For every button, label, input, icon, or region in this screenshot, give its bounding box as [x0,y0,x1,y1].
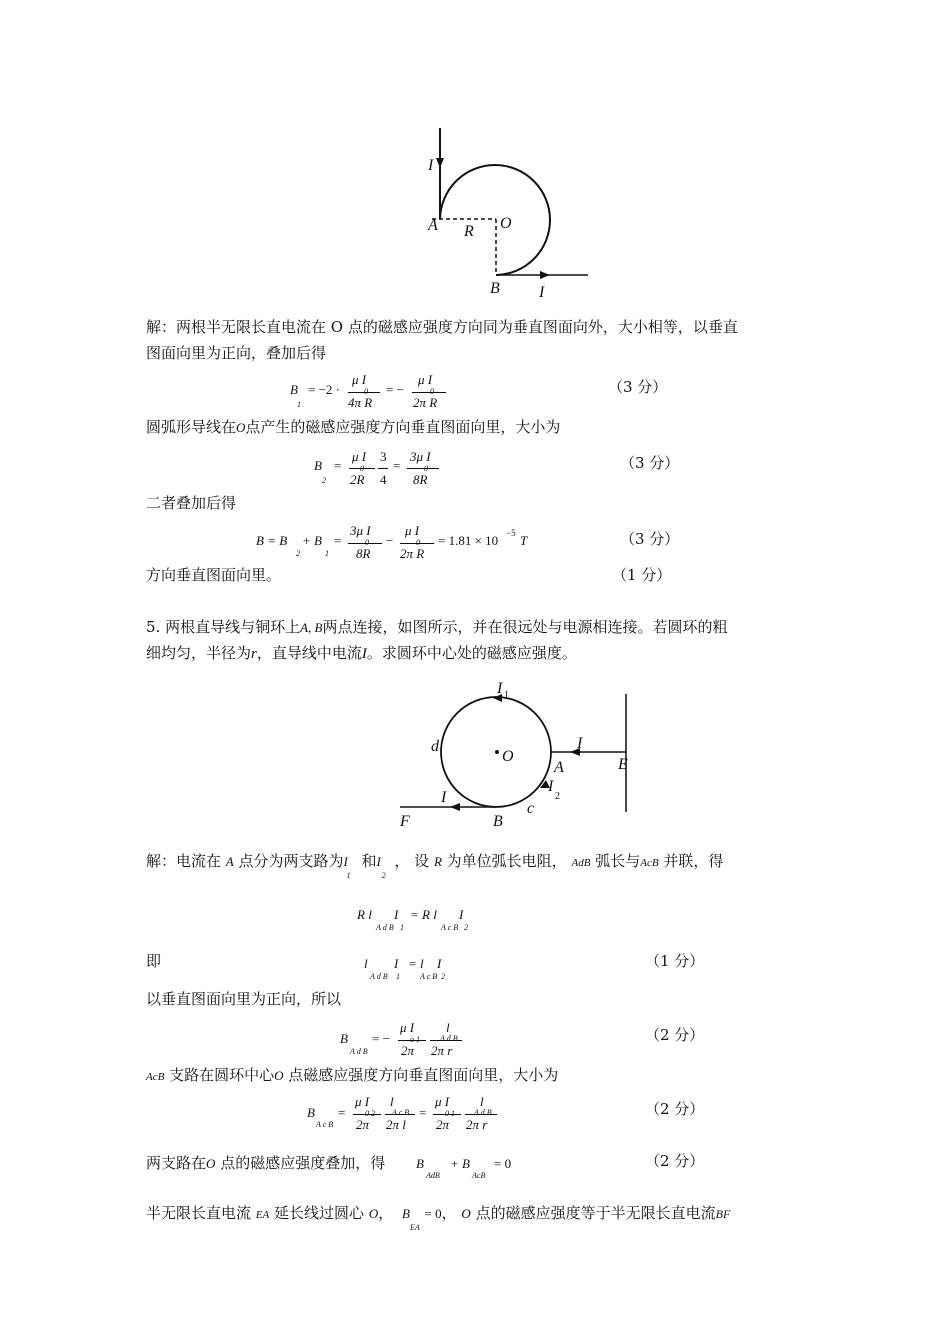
last-d: ， [441,1204,457,1222]
eqD-num4: l [480,1094,484,1109]
last-B-sub: EA [409,1223,420,1232]
eqD-num2-sub: A c B [392,1108,410,1117]
sum-eq-eq: = 0 [494,1156,512,1171]
last-O: O [368,1206,379,1221]
sum-eq-b1: B [416,1156,424,1171]
s5-line1-I2: I [376,854,381,869]
eq3-plus: + B [302,533,322,548]
eq3-num2-sub: 0 [416,538,420,547]
eq3-exp: −5 [506,528,516,538]
last-c: ， [378,1204,394,1222]
label-I-bottom: I [539,284,545,301]
eqD-num1-sub: 0 2 [365,1109,375,1118]
eq3-num2: μ I [405,523,420,538]
label-A: A [428,217,438,234]
eqD-den3: 2π [436,1117,450,1132]
eq1-den1: 4π R [348,395,373,410]
eq2-den-b: 4 [380,472,387,487]
eqA-I2: I [459,907,464,922]
arrow-right-icon [540,271,550,279]
problem5-line1-a: 5. 两根直导线与铜环上 [146,618,301,636]
eqB-s1: 1 [396,972,400,981]
eqA-s2: 2 [464,923,468,932]
sum-eq-s1: AdB [426,1171,440,1180]
eqC-eq: = − [372,1031,390,1046]
solution1-sum-line: 二者叠加后得 [146,494,237,512]
label-O: O [502,748,514,765]
eq1-frac2 [412,392,446,393]
eqC-den1: 2π [401,1043,415,1058]
s5-line1-AdB: AdB [571,857,591,869]
label-I-right: I [577,735,583,752]
eqC-num2: l [446,1020,450,1035]
eqD-den1: 2π [356,1117,370,1132]
eq2-den2: 8R [413,472,428,487]
arc-line-pre: 圆弧形导线在 [146,418,237,436]
s5-line1-d: 为单位弧长电阻， [446,852,567,870]
eqB-s2: 2 [441,972,445,981]
eqC-lhs-sub: A d B [350,1047,368,1056]
problem5-line1-AB: A, B [300,620,323,635]
eq3-frac1 [348,543,382,544]
eqD-num1: μ I [355,1094,370,1109]
eq2-frac1 [349,468,375,469]
sum-line-score: （2 分） [645,1152,705,1170]
sum-line-b: 点的磁感应强度叠加，得 [220,1154,386,1172]
s5-line1-I: I [343,854,348,869]
acb-line-c: 点磁感应强度方向垂直图面向里，大小为 [288,1066,559,1084]
eq2-eq2: = [393,458,401,473]
eq1-num2-sub: 0 [430,387,434,396]
eq3-minus: − [386,533,394,548]
eqA-sub2: A c B [441,923,459,932]
eq1-den2: 2π R [413,395,438,410]
eqD-num3: μ I [435,1094,450,1109]
s5-line1-e: 弧长与 [595,852,641,870]
solution5-ji: 即 [146,952,162,970]
eq2-num1-sub: 0 [360,464,364,473]
label-B: B [493,813,503,830]
eqD-eq2: = [419,1105,427,1120]
eqC-den2: 2π r [431,1043,453,1058]
acb-line-O: O [274,1068,284,1083]
eqD-lhs: B [307,1105,315,1120]
problem5-line2-c: 。求圆环中心处的磁感应强度。 [366,644,577,662]
eq2-frac2 [407,468,439,469]
s5-line1-AcB: AcB [640,857,659,869]
eq2-num1: μ I [352,449,367,464]
solution1-arc-line [146,414,560,441]
eqB-score: （1 分） [645,952,705,970]
eq2-frac-b [378,468,388,469]
eq2-eq: = [334,458,342,473]
figure-1-diagram [0,0,950,310]
eqD-frac4 [465,1114,497,1115]
sum-line-O: O [206,1156,216,1171]
eqA-I1: I [394,907,399,922]
label-O: O [500,215,512,232]
label-c: c [527,800,535,817]
last-e: 点的磁感应强度等于半无限长直电流 [475,1204,716,1222]
eq2-score: （3 分） [620,454,680,472]
eqC-num1-sub: o 1 [410,1035,420,1044]
label-R: R [464,223,474,240]
solution1-intro-line2: 图面向里为正向，叠加后得 [146,344,327,362]
solution5-sum-line [146,1150,385,1177]
s5-line1-s2: 2 [381,871,386,880]
last-b: 延长线过圆心 [274,1204,365,1222]
arc-line-O: O [236,420,246,435]
solution1-dir-score: （1 分） [612,566,672,584]
eqD-frac1 [353,1114,381,1115]
sum-eq-plus: + B [450,1156,470,1171]
solution1-intro-line1: 解：两根半无限长直电流在 O 点的磁感应强度方向同为垂直图面向外，大小相等，以垂直 [146,318,738,336]
eqB-sub1: A d B [370,972,388,981]
arc-line-post: 点产生的磁感应强度方向垂直图面向里，大小为 [245,418,561,436]
eqC-num1: μ I [400,1020,415,1035]
eqC-frac2 [430,1040,462,1041]
eqD-den2: 2π l [386,1117,406,1132]
label-F: F [400,813,410,830]
s5-line1-b: 点分为两支路为 [238,852,344,870]
sum-eq-s2: AcB [472,1171,486,1180]
eq1-lhs: B [290,382,298,397]
eq2-den1: 2R [350,472,365,487]
last-eq: = 0 [424,1206,442,1221]
eq3-den1: 8R [356,546,371,561]
eq2-num2-sub: 0 [424,464,428,473]
s5-line1-and: 和 [361,852,377,870]
eqD-eq: = [338,1105,346,1120]
s5-line1-s1: 1 [346,871,351,880]
label-I2: I [548,778,554,795]
eq2-lhs: B [314,458,322,473]
eqB-I1: I [394,956,399,971]
eq3-s1: 1 [325,549,329,558]
problem5-line2-b: ，直导线中电流 [256,644,362,662]
eqC-num2-sub: A d B [440,1034,458,1043]
eqD-frac2 [385,1114,415,1115]
last-O2: O [461,1206,471,1221]
eq1-num1: μ I [352,372,367,387]
solution5-pos-line: 以垂直图面向里为正向，所以 [146,990,342,1008]
label-I1-sub: 1 [504,690,509,701]
eqB-eq: = l [408,956,424,971]
arrow-down-icon [436,158,444,168]
problem5-line1-b: 两点连接，如图所示，并在很远处与电源相连接。若圆环的粗 [322,618,728,636]
label-d: d [431,738,439,755]
label-I-top: I [428,157,434,174]
last-B: B [402,1206,410,1221]
eq1-lhs-sub: 1 [297,400,301,409]
solution1-dir-line: 方向垂直图面向里。 [146,566,282,584]
eq2-lhs-sub: 2 [322,476,326,485]
problem5-line2-r: r [251,646,257,662]
label-I1: I [497,680,503,697]
eqD-score: （2 分） [645,1100,705,1118]
eqD-num4-sub: A d B [474,1108,492,1117]
eqD-frac3 [433,1114,461,1115]
problem5-line2 [146,640,577,667]
eqC-frac1 [398,1040,426,1041]
last-a: 半无限长直电流 [146,1204,252,1222]
eqA-sub1: A d B [376,923,394,932]
s5-line1-A: A [225,854,234,869]
last-EA: EA [255,1209,270,1221]
eq1-num1-sub: 0 [364,387,368,396]
solution5-acb-line [146,1062,558,1090]
s5-line1-c: ， 设 [394,852,430,870]
s5-line1-f: 并联，得 [663,852,724,870]
eqA-s1: 1 [400,923,404,932]
eq3-unit: T [520,533,528,548]
eq1-eq2: = − [386,382,404,397]
eq1-eq: = −2 · [308,382,340,397]
eq3-s2: 2 [296,549,300,558]
eqD-num3-sub: 0 1 [445,1109,455,1118]
eqC-score: （2 分） [645,1026,705,1044]
eq3-num1-sub: 0 [365,538,369,547]
eqC-lhs: B [340,1031,348,1046]
eq3-lhs: B = B [256,533,288,548]
eq3-score: （3 分） [620,530,680,548]
problem5-line2-a: 细均匀，半径为 [146,644,252,662]
center-dot [495,750,499,754]
label-A: A [554,759,564,776]
label-I2-sub: 2 [555,791,560,802]
eq2-num2: 3μ I [410,449,431,464]
sum-line-a: 两支路在 [146,1154,207,1172]
label-E: E [618,756,628,773]
eq3-frac2 [400,543,434,544]
eq3-result: = 1.81 × 10 [438,533,499,548]
acb-line-a: AcB [146,1071,165,1083]
eq2-num-b: 3 [380,449,387,464]
eq1-score: （3 分） [608,378,668,396]
arrow-left-icon-BF [450,803,460,811]
s5-line1-a: 解：电流在 [146,852,222,870]
eqD-lhs-sub: A c B [316,1120,334,1129]
eq1-frac1 [348,392,380,393]
figure-2-diagram [0,670,950,840]
eq1-num2: μ I [418,372,433,387]
eq3-eq: = [334,533,342,548]
eq3-num1: 3μ I [350,523,371,538]
last-BF: BF [715,1207,731,1221]
eqB-sub2: A c B [420,972,438,981]
s5-line1-R: R [433,854,442,869]
eqD-num2: l [390,1094,394,1109]
label-I-left: I [441,789,447,806]
problem5-line2-I: I [361,646,367,662]
eq3-den2: 2π R [400,546,425,561]
problem5-line1 [146,614,728,641]
label-B: B [490,280,500,297]
arc-conductor [440,165,550,275]
solution5-last-line [146,1200,731,1232]
eqD-den4: 2π r [466,1117,488,1132]
solution5-line1 [146,848,724,880]
eqB-I2: I [437,956,442,971]
eqA-eq: = R l [410,907,437,922]
acb-line-b: 支路在圆环中心 [169,1066,275,1084]
eqB-l1: l [364,956,368,971]
eqA-text: R l [357,907,372,922]
